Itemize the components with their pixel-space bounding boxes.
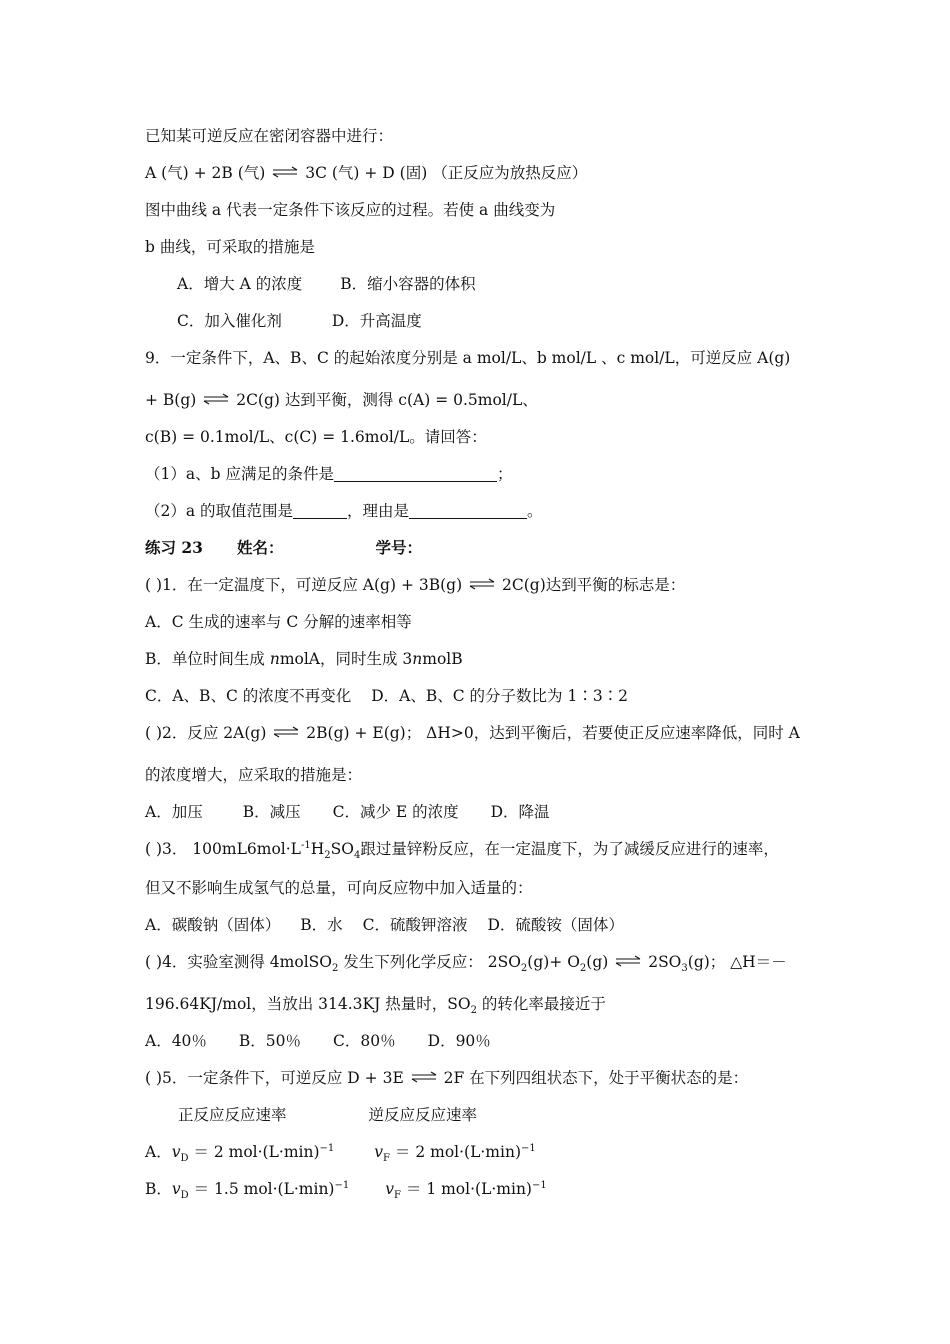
q1-stem: ( )1．在一定温度下，可逆反应 A(g) + 3B(g) 2C(g)达到平衡的标志是： [145,576,686,594]
q1-option-b: B．单位时间生成 nmolA，同时生成 3nmolB [145,650,463,668]
equilibrium-arrow-icon [273,726,299,738]
exercise-header [145,538,422,558]
q9-sub-2: （2）a 的取值范围是 ，理由是 。 [145,502,543,520]
intro-options-cd [177,311,422,331]
q9-sub-1: （1）a、b 应满足的条件是 ； [145,465,513,483]
equilibrium-arrow-icon [469,578,495,590]
intro-line-4: b 曲线，可采取的措施是 [145,238,315,256]
q5-column-headers [178,1105,477,1125]
q3-option-a: A．碳酸钠（固体） [145,916,281,934]
q5-option-b: B．$v_D = 1.5$ $mol\cdot(L\cdot\min)^{-1}$ $v_F = 1$ $mol\cdot(L\cdot\min)^{-1}$ [145,1179,547,1202]
q4-line-2: 196.64KJ/mol，当放出 314.3KJ 热量时，$SO_2$ 的转化率最接近于 [145,995,606,1017]
q1-option-a: A．C 生成的速率与 C 分解的速率相等 [145,613,412,631]
q4-option-a: A．40％ [145,1032,207,1050]
q5-stem: ( )5．一定条件下，可逆反应 D + 3E 2F 在下列四组状态下，处于平衡状态的是： [145,1069,749,1087]
q5-col-forward: 正反应反应速率 [178,1106,287,1124]
q1-option-d: D．A、B、C 的分子数比为 1∶3∶2 [371,687,629,705]
q3-line-2: 但又不影响生成氢气的总量，可向反应物中加入适量的： [145,879,533,897]
intro-option-c: C．加入催化剂 [177,312,282,330]
q5-option-a: A．$v_D = 2$ $mol\cdot(L\cdot\min)^{-1}$ $v_F = 2$ $mol\cdot(L\cdot\min)^{-1}$ [145,1142,536,1165]
q1-option-c: C．A、B、C 的浓度不再变化 [145,687,352,705]
q3-stem: ( )3． $100mL6mol\cdot L^{-1}H_2SO_4$跟过量锌粉反应，在一定温度下，为了减缓反应进行的速率， [145,839,779,862]
intro-option-d: D．升高温度 [331,312,422,330]
equilibrium-arrow-icon [615,955,641,967]
q9-line-2: + B(g) 2C(g) 达到平衡，测得 c(A) = 0.5mol/L、 [145,391,538,409]
answer-blank[interactable] [334,465,497,482]
q2-options [145,802,550,822]
name-label: 姓名： [236,538,284,557]
q2-option-a: A．加压 [145,803,203,821]
q4-option-d: D．90％ [427,1032,491,1050]
intro-options-ab [177,274,476,294]
q9-line-1: 9．一定条件下，A、B、C 的起始浓度分别是 a mol/L、b mol/L 、c mol/L，可逆反应 A(g) [145,349,791,367]
intro-line-3: 图中曲线 a 代表一定条件下该反应的过程。若使 a 曲线变为 [145,201,556,219]
exercise-number: 练习 23 [145,538,203,557]
student-number-label: 学号： [375,538,422,557]
q3-option-d: D．硫酸铵（固体） [487,916,624,934]
q4-stem: ( )4．实验室测得 4molSO$_2$ 发生下列化学反应： $2SO_2(g)+ O_2(g)$ $2SO_3(g)$； △H＝－ [145,953,787,975]
intro-option-b: B．缩小容器的体积 [340,275,476,293]
q2-option-b: B．减压 [242,803,301,821]
answer-blank[interactable] [293,502,347,519]
q2-line-2: 的浓度增大，应采取的措施是： [145,766,363,784]
q3-option-c: C．硫酸钾溶液 [362,916,468,934]
intro-equation: A (气) + 2B (气) 3C (气) + D (固) （正反应为放热反应） [145,164,588,182]
q4-option-c: C．80％ [333,1032,396,1050]
equilibrium-arrow-icon [411,1071,437,1083]
q2-option-c: C．减少 E 的浓度 [332,803,459,821]
answer-blank[interactable] [409,502,527,519]
q1-options-cd [145,686,628,706]
q3-options [145,915,624,935]
q3-option-b: B．水 [300,916,343,934]
equilibrium-arrow-icon [272,166,298,178]
q2-stem: ( )2．反应 2A(g) 2B(g) + E(g)； ΔH>0，达到平衡后，若要使正反应速率降低，同时 A [145,724,800,742]
q9-line-3: c(B) = 0.1mol/L、c(C) = 1.6mol/L。请回答： [145,428,487,446]
q4-option-b: B．50％ [238,1032,302,1050]
intro-option-a: A．增大 A 的浓度 [177,275,303,293]
intro-line-1: 已知某可逆反应在密闭容器中进行： [145,127,394,145]
q5-col-reverse: 逆反应反应速率 [368,1106,478,1124]
equilibrium-arrow-icon [203,393,229,405]
q4-options [145,1031,491,1051]
q2-option-d: D．降温 [490,803,550,821]
